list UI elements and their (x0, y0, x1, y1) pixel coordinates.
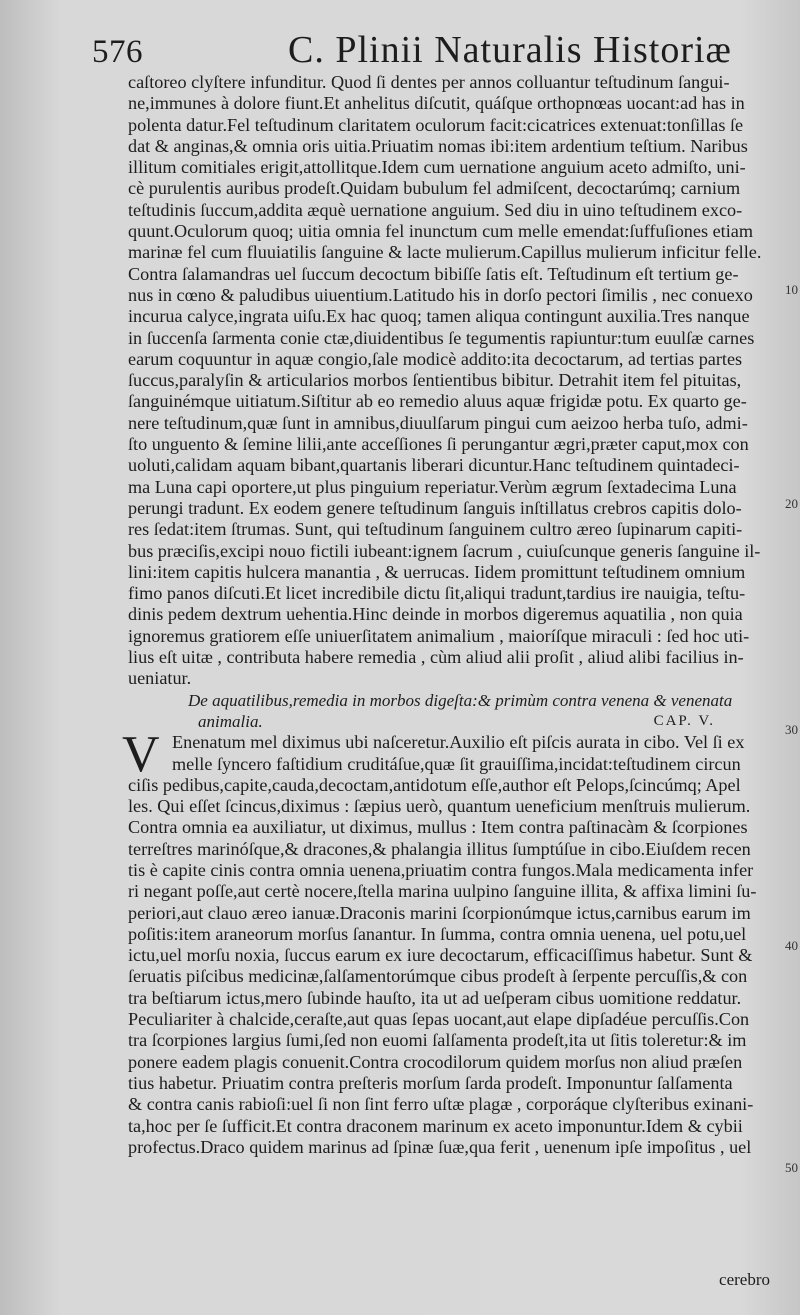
text-line: nere teſtudinum,quæ ſunt in amnibus,diuulſarum pingui cum aeizoo herba tuſo, admi- (128, 412, 748, 433)
text-line: Contra ſalamandras uel ſuccum decoctum bibiſſe ſatis eſt. Teſtudinum eſt tertium ge- (128, 263, 739, 284)
text-line: periori,aut clauo æreo ianuæ.Draconis marini ſcorpionúmque ictus,carnibus earum im (128, 902, 751, 923)
text-line: tra beſtiarum ictus,mero ſubinde hauſto, ita ut ad ueſperam cibus uomitione reddatur. (128, 987, 742, 1008)
text-line: uoluti,calidam aquam bibant,quartanis liberari dicuntur.Hanc teſtudinem quintadeci- (128, 455, 740, 476)
chapter-heading-line: De aquatilibus,remedia in morbos digeſta:& primùm contra venena & venenata (188, 690, 733, 710)
text-line: cè purulentis auribus prodeſt.Quidam bubulum fel admiſcent, decoctarúmq; carnium (128, 178, 741, 199)
text-line: ri negant poſſe,aut certè nocere,ſtella marina uulpino ſanguine illita, & affixa limini ſu- (128, 881, 757, 902)
text-line: dinis pedem dextrum uehentia.Hinc deinde in morbos digeremus aquatilia , non quia (128, 604, 743, 625)
text-line: ta,hoc per ſe ſufficit.Et contra draconem marinum ex aceto imponuntur.Idem & cybii (128, 1115, 743, 1136)
text-line: ſanguinémque uitiatum.Siſtitur ab eo remedio aluus aquæ frigidæ potu. Ex quarto ge- (128, 391, 747, 412)
paragraph-1 (128, 72, 773, 690)
text-line: caſtoreo clyſtere infunditur. Quod ſi dentes per annos colluantur teſtudinum ſangui- (128, 72, 730, 92)
chapter-heading-line (128, 711, 773, 732)
text-line: in ſuccenſa ſarmenta conie ctæ,diuidentibus ſe tegumentis rapiuntur:tum euulſæ carnes (128, 327, 755, 348)
text-line: nus in cœno & paludibus uiuentium.Latitudo his in dorſo pectori ſimilis , nec conuexo (128, 284, 753, 305)
text-line: ictu,uel morſu noxia, ſuccus earum ex iure decoctarum, efficaciſſimus habetur. Sunt & (128, 945, 753, 966)
text-line: bus præciſis,excipi nouo fictili iubeant:ignem ſacrum , cuiuſcunque generis ſanguine il- (128, 540, 761, 561)
text-line: ſeruatis piſcibus medicinæ,ſalſamentorúmque cibus prodeſt à ſerpente percuſſis,& con (128, 966, 748, 987)
paragraph-2 (122, 726, 773, 1158)
page-header (92, 26, 740, 76)
text-line: melle ſyncero faſtidium cruditáſue,quæ ſit grauiſſima,incidat:teſtudinem circun (172, 753, 741, 774)
text-line: ma Luna capi oportere,ut plus pinguium reperiatur.Verùm ægrum ſextadecima Luna (128, 476, 737, 497)
text-line: res ſedat:item ſtrumas. Sunt, qui teſtudinum ſanguinem cultro æreo ſupinarum capiti- (128, 519, 743, 540)
text-line: ſto unguento & ſemine lilii,ante acceſſiones ſi perungantur ægri,præter caput,mox con (128, 434, 749, 455)
text-line: dat & anginas,& omnia oris uitia.Priuatim nomas ibi:item ardentium teſtium. Naribus (128, 135, 748, 156)
chapter-heading-text: animalia. (198, 711, 263, 731)
margin-line-number: 10 (785, 282, 798, 297)
drop-capital: V (122, 726, 160, 784)
text-line: earum coquuntur in aquæ congio,ſale modicè addito:ita decoctarum, ad tertias partes (128, 348, 743, 369)
text-line: ciſis pedibus,capite,cauda,decoctam,antidotum eſſe,author eſt Pelops,ſcincúmq; Apel (128, 774, 741, 795)
margin-line-number: 50 (785, 1160, 798, 1175)
text-line: profectus.Draco quidem marinus ad ſpinæ ſuæ,qua ferit , uenenum ipſe impoſitus , uel (128, 1136, 752, 1157)
text-line: quunt.Oculorum quoq; uitia omnia fel inunctum cum melle emendat:ſuffuſiones etiam (128, 221, 753, 242)
dropcap-block (122, 726, 773, 784)
text-line: lius eſt uitæ , contributa habere remedia , cùm aliud alii proſit , aliud alibi facilius in- (128, 647, 744, 668)
text-line: teſtudinis ſuccum,addita æquè uernatione anguium. Sed diu in uino teſtudinem exco- (128, 199, 743, 220)
text-line: polenta datur.Fel teſtudinum claritatem oculorum facit:cicatrices extenuat:tonſillas ſe (128, 114, 744, 135)
text-line: perungi tradunt. Ex eodem genere teſtudinum ſanguis inſtillatus crebros capitis dolo- (128, 497, 742, 518)
text-line: les. Qui eſſet ſcincus,diximus : ſæpius uerò, quantum ueneficium menſtruis mulierum. (128, 796, 751, 817)
page-number: 576 (92, 34, 143, 70)
text-line: ſuccus,paralyſin & articularios morbos ſentientibus bibitur. Detrahit item fel pituitas, (128, 370, 742, 391)
text-line: illitum comitiales erigit,attollitque.Idem cum uernatione anguium aceto admiſto, uni- (128, 157, 746, 178)
text-line: marinæ fel cum fluuiatilis ſanguine & lacte mulierum.Capillus mulierum inficitur felle. (128, 242, 762, 263)
main-text (122, 72, 773, 1158)
text-line: ponere eadem plagis conuenit.Contra crocodilorum quidem morſus non aliud præſen (128, 1051, 743, 1072)
text-line: lini:item capitis hulcera manantia , & uerrucas. Iidem promittunt teſtudinem omnium (128, 561, 746, 582)
text-line: tra ſcorpiones largius ſumi,ſed non euomi ſalſamenta prodeſt,ita ut ſitis toleretur:& im (128, 1030, 747, 1051)
text-line: & contra canis rabioſi:uel ſi non ſint ferro uſtæ plagæ , corporáque clyſteribus exinani- (128, 1094, 754, 1115)
running-head: C. Plinii Naturalis Historiæ (288, 29, 732, 71)
text-line: tis è capite cinis contra omnia uenena,priuatim contra fungos.Mala medicamenta infer (128, 859, 754, 880)
text-line: ignoremus gratiorem eſſe uniuerſitatem animalium , maioríſque miraculi : ſed hoc uti- (128, 625, 750, 646)
margin-line-number: 40 (785, 938, 798, 953)
text-line: poſitis:item araneorum morſus ſanantur. In ſumma, contra omnia uenena, uel potu,uel (128, 923, 747, 944)
catchword: cerebro (719, 1270, 770, 1289)
text-line: ueniatur. (128, 668, 192, 689)
margin-line-number: 30 (785, 722, 798, 737)
text-line: Contra omnia ea auxiliatur, ut diximus, mullus : Item contra paſtinacàm & ſcorpiones (128, 817, 748, 838)
margin-line-number: 20 (785, 496, 798, 511)
text-line: Peculiariter à chalcide,ceraſte,aut quas ſepas uocant,aut elape dipſadéue percuſſis.Con (128, 1009, 750, 1030)
text-line: terreſtres marinóſque,& dracones,& phalangia illitus ſumptúſue in cibo.Eiuſdem recen (128, 838, 751, 859)
text-line: tius habetur. Priuatim contra preſteris morſum ſarda prodeſt. Imponuntur ſalſamenta (128, 1072, 733, 1093)
chapter-label: CAP. V. (653, 712, 715, 729)
text-line: incurua calyce,ingrata uiſu.Ex hac quoq; tamen aliqua contingunt auxilia.Tres nanque (128, 306, 750, 327)
text-line: ne,immunes à dolore fiunt.Et anhelitus diſcutit, quáſque orthopnœas uocant:ad has in (128, 93, 745, 114)
text-line: fimo panos diſcuti.Et licet incredibile dictu ſit,aliqui tradunt,tardius ire nauigia, teſtu- (128, 583, 746, 604)
text-line: Enenatum mel diximus ubi naſceretur.Auxilio eſt piſcis aurata in cibo. Vel ſi ex (172, 732, 745, 753)
chapter-heading (128, 690, 773, 733)
